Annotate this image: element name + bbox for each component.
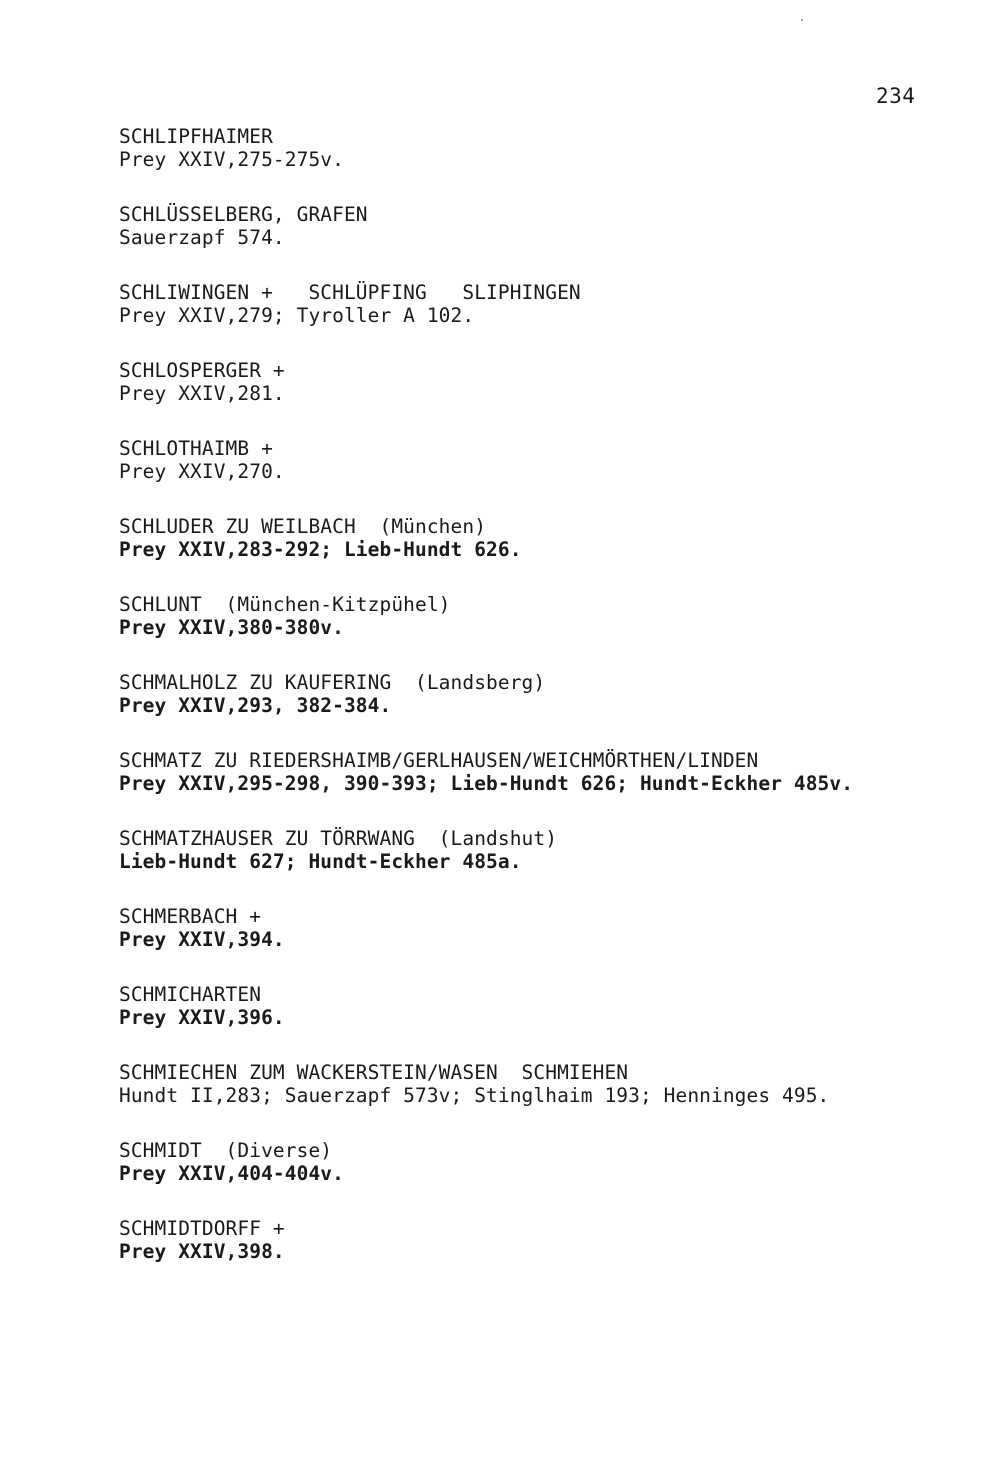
entry: [119, 593, 939, 639]
entry-reference: Prey XXIV,279; Tyroller A 102.: [119, 304, 475, 327]
entry-reference: Prey XXIV,404-404v.: [119, 1162, 344, 1185]
entry: [119, 281, 939, 327]
entry-list: [119, 125, 939, 1295]
entry-heading: SCHMIDTDORFF +: [119, 1217, 285, 1240]
entry-reference: Sauerzapf 574.: [119, 226, 285, 249]
entry-heading: SCHLOSPERGER +: [119, 359, 285, 382]
entry: [119, 203, 939, 249]
entry-reference: Prey XXIV,283-292; Lieb-Hundt 626.: [119, 538, 522, 561]
entry-reference: Prey XXIV,398.: [119, 1240, 285, 1263]
entry-reference: Prey XXIV,396.: [119, 1006, 285, 1029]
entry: [119, 983, 939, 1029]
entry: [119, 1061, 939, 1107]
entry: [119, 1217, 939, 1263]
entry-reference: Prey XXIV,270.: [119, 460, 285, 483]
entry: [119, 827, 939, 873]
entry-heading: SCHLÜSSELBERG, GRAFEN: [119, 203, 368, 226]
scan-speck: [801, 19, 803, 21]
entry-reference: Prey XXIV,394.: [119, 928, 285, 951]
entry-heading: SCHMALHOLZ ZU KAUFERING (Landsberg): [119, 671, 546, 694]
entry-heading: SCHLOTHAIMB +: [119, 437, 273, 460]
entry: [119, 749, 939, 795]
entry-heading: SCHMIECHEN ZUM WACKERSTEIN/WASEN SCHMIEHEN: [119, 1061, 629, 1084]
entry-heading: SCHMATZHAUSER ZU TÖRRWANG (Landshut): [119, 827, 558, 850]
entry-reference: Prey XXIV,380-380v.: [119, 616, 344, 639]
entry: [119, 515, 939, 561]
entry: [119, 905, 939, 951]
entry: [119, 671, 939, 717]
entry: [119, 437, 939, 483]
entry-reference: Hundt II,283; Sauerzapf 573v; Stinglhaim 193; Henninges 495.: [119, 1084, 830, 1107]
entry-heading: SCHMATZ ZU RIEDERSHAIMB/GERLHAUSEN/WEICHMÖRTHEN/LINDEN: [119, 749, 759, 772]
entry-heading: SCHLUDER ZU WEILBACH (München): [119, 515, 487, 538]
entry-heading: SCHMICHARTEN: [119, 983, 262, 1006]
entry: [119, 125, 939, 171]
entry-reference: Prey XXIV,295-298, 390-393; Lieb-Hundt 626; Hundt-Eckher 485v.: [119, 772, 854, 795]
entry: [119, 359, 939, 405]
entry-reference: Lieb-Hundt 627; Hundt-Eckher 485a.: [119, 850, 522, 873]
entry-heading: SCHLIWINGEN + SCHLÜPFING SLIPHINGEN: [119, 281, 581, 304]
entry-heading: SCHMIDT (Diverse): [119, 1139, 333, 1162]
entry-reference: Prey XXIV,281.: [119, 382, 285, 405]
entry: [119, 1139, 939, 1185]
entry-heading: SCHMERBACH +: [119, 905, 262, 928]
entry-reference: Prey XXIV,293, 382-384.: [119, 694, 392, 717]
entry-heading: SCHLUNT (München-Kitzpühel): [119, 593, 451, 616]
page-number: 234: [876, 84, 916, 108]
entry-heading: SCHLIPFHAIMER: [119, 125, 273, 148]
entry-reference: Prey XXIV,275-275v.: [119, 148, 344, 171]
